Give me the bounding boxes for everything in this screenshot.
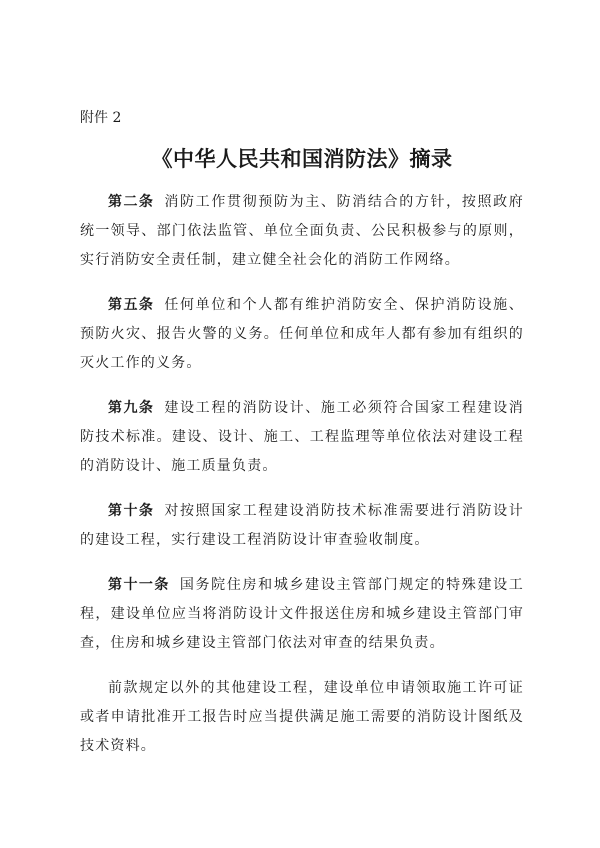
- article-text: 建设工程的消防设计、施工必须符合国家工程建设消防技术标准。建设、设计、施工、工程监理等单位依法对建设工程的消防设计、施工质量负责。: [80, 400, 524, 474]
- article-11: [80, 571, 524, 658]
- attachment-label: 附件 2: [80, 110, 122, 126]
- article-text: 前款规定以外的其他建设工程，建设单位申请领取施工许可证或者申请批准开工报告时应当提供满足施工需要的消防设计图纸及技术资料。: [80, 680, 524, 754]
- article-11-paragraph-2: [80, 674, 524, 761]
- article-9: [80, 394, 524, 481]
- document-title: 《中华人民共和国消防法》摘录: [151, 147, 453, 171]
- document-page: [80, 108, 524, 777]
- article-5: [80, 291, 524, 378]
- article-text: 消防工作贯彻预防为主、防消结合的方针，按照政府统一领导、部门依法监管、单位全面负责、公民积极参与的原则，实行消防安全责任制，建立健全社会化的消防工作网络。: [80, 194, 524, 268]
- article-text: 任何单位和个人都有维护消防安全、保护消防设施、预防火灾、报告火警的义务。任何单位和成年人都有参加有组织的灭火工作的义务。: [80, 297, 524, 371]
- article-10: [80, 497, 524, 555]
- article-text: 国务院住房和城乡建设主管部门规定的特殊建设工程，建设单位应当将消防设计文件报送住房和城乡建设主管部门审查，住房和城乡建设主管部门依法对审查的结果负责。: [80, 577, 524, 651]
- article-label: 第九条: [108, 400, 155, 416]
- article-label: 第十条: [108, 503, 155, 519]
- article-text: 对按照国家工程建设消防技术标准需要进行消防设计的建设工程，实行建设工程消防设计审查验收制度。: [80, 503, 524, 548]
- article-label: 第五条: [108, 297, 155, 313]
- article-2: [80, 188, 524, 275]
- article-label: 第二条: [108, 194, 155, 210]
- article-label: 第十一条: [108, 577, 170, 593]
